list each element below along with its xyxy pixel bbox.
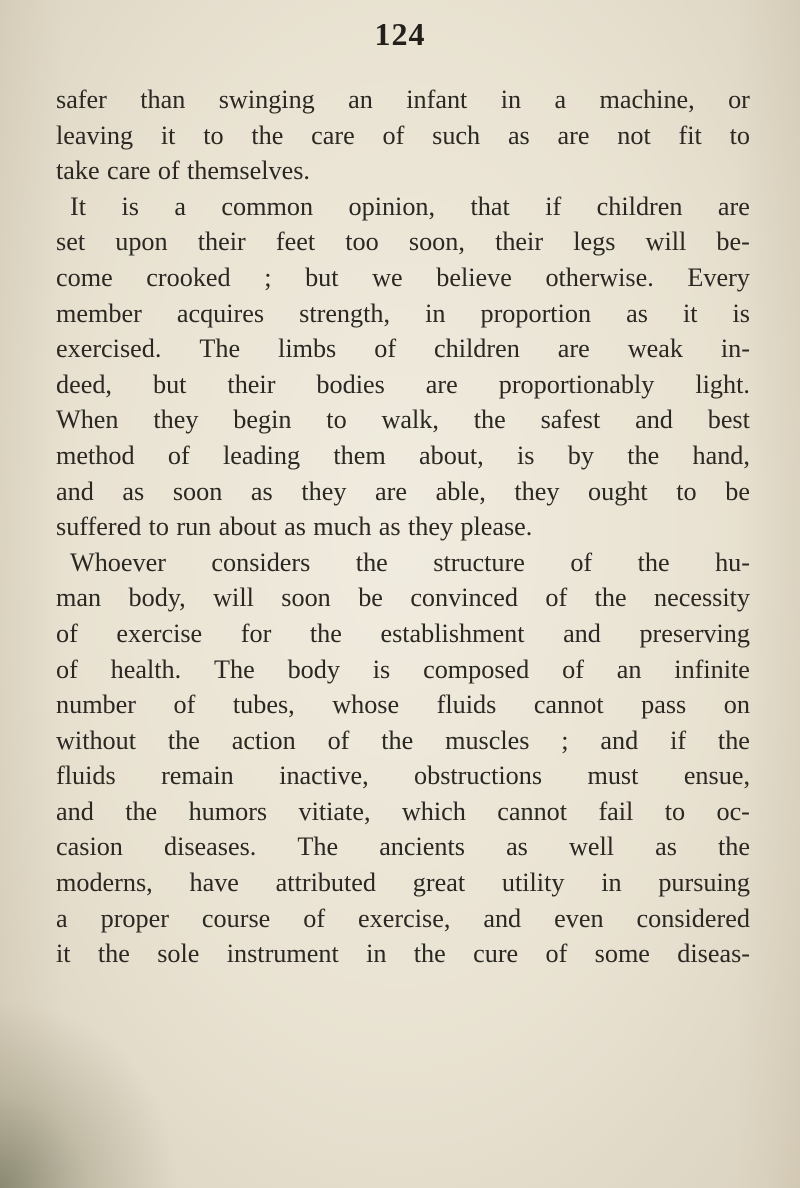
text-line: leaving it to the care of such as are not fit to bbox=[56, 120, 750, 150]
text-line: safer than swinging an infant in a machine, or bbox=[56, 85, 750, 114]
text-line: and as soon as they are able, they ought to be bbox=[56, 476, 750, 506]
page-number: 124 bbox=[374, 16, 426, 52]
text-line: member acquires strength, in proportion as it is bbox=[56, 298, 750, 328]
body-text bbox=[56, 82, 750, 972]
text-line: exercised. The limbs of children are weak in- bbox=[56, 334, 750, 364]
text-line: set upon their feet too soon, their legs will be- bbox=[56, 227, 750, 257]
text-line: and the humors vitiate, which cannot fail to oc- bbox=[56, 796, 750, 826]
text-line: When they begin to walk, the safest and best bbox=[56, 405, 750, 435]
text-line: a proper course of exercise, and even considered bbox=[56, 903, 750, 933]
text-line: method of leading them about, is by the hand, bbox=[56, 440, 750, 470]
text-line: deed, but their bodies are proportionably light. bbox=[56, 369, 750, 399]
text-line: moderns, have attributed great utility in pursuing bbox=[56, 868, 750, 898]
text-line: it the sole instrument in the cure of some diseas- bbox=[56, 939, 750, 969]
text-line: Whoever considers the structure of the hu- bbox=[70, 547, 750, 577]
text-line: without the action of the muscles ; and if the bbox=[56, 725, 750, 755]
text-line: take care of themselves. bbox=[56, 156, 310, 186]
text-line: It is a common opinion, that if children are bbox=[70, 191, 750, 221]
text-line: of exercise for the establishment and preserving bbox=[56, 618, 750, 648]
text-line: come crooked ; but we believe otherwise. Every bbox=[56, 262, 750, 292]
text-line: casion diseases. The ancients as well as the bbox=[56, 832, 750, 862]
text-line: man body, will soon be convinced of the necessity bbox=[56, 583, 750, 613]
paper-stain bbox=[0, 998, 180, 1188]
text-line: of health. The body is composed of an infinite bbox=[56, 654, 750, 684]
text-line: suffered to run about as much as they please. bbox=[56, 512, 533, 542]
text-line: fluids remain inactive, obstructions must ensue, bbox=[56, 761, 750, 791]
text-line: number of tubes, whose fluids cannot pass on bbox=[56, 690, 750, 720]
